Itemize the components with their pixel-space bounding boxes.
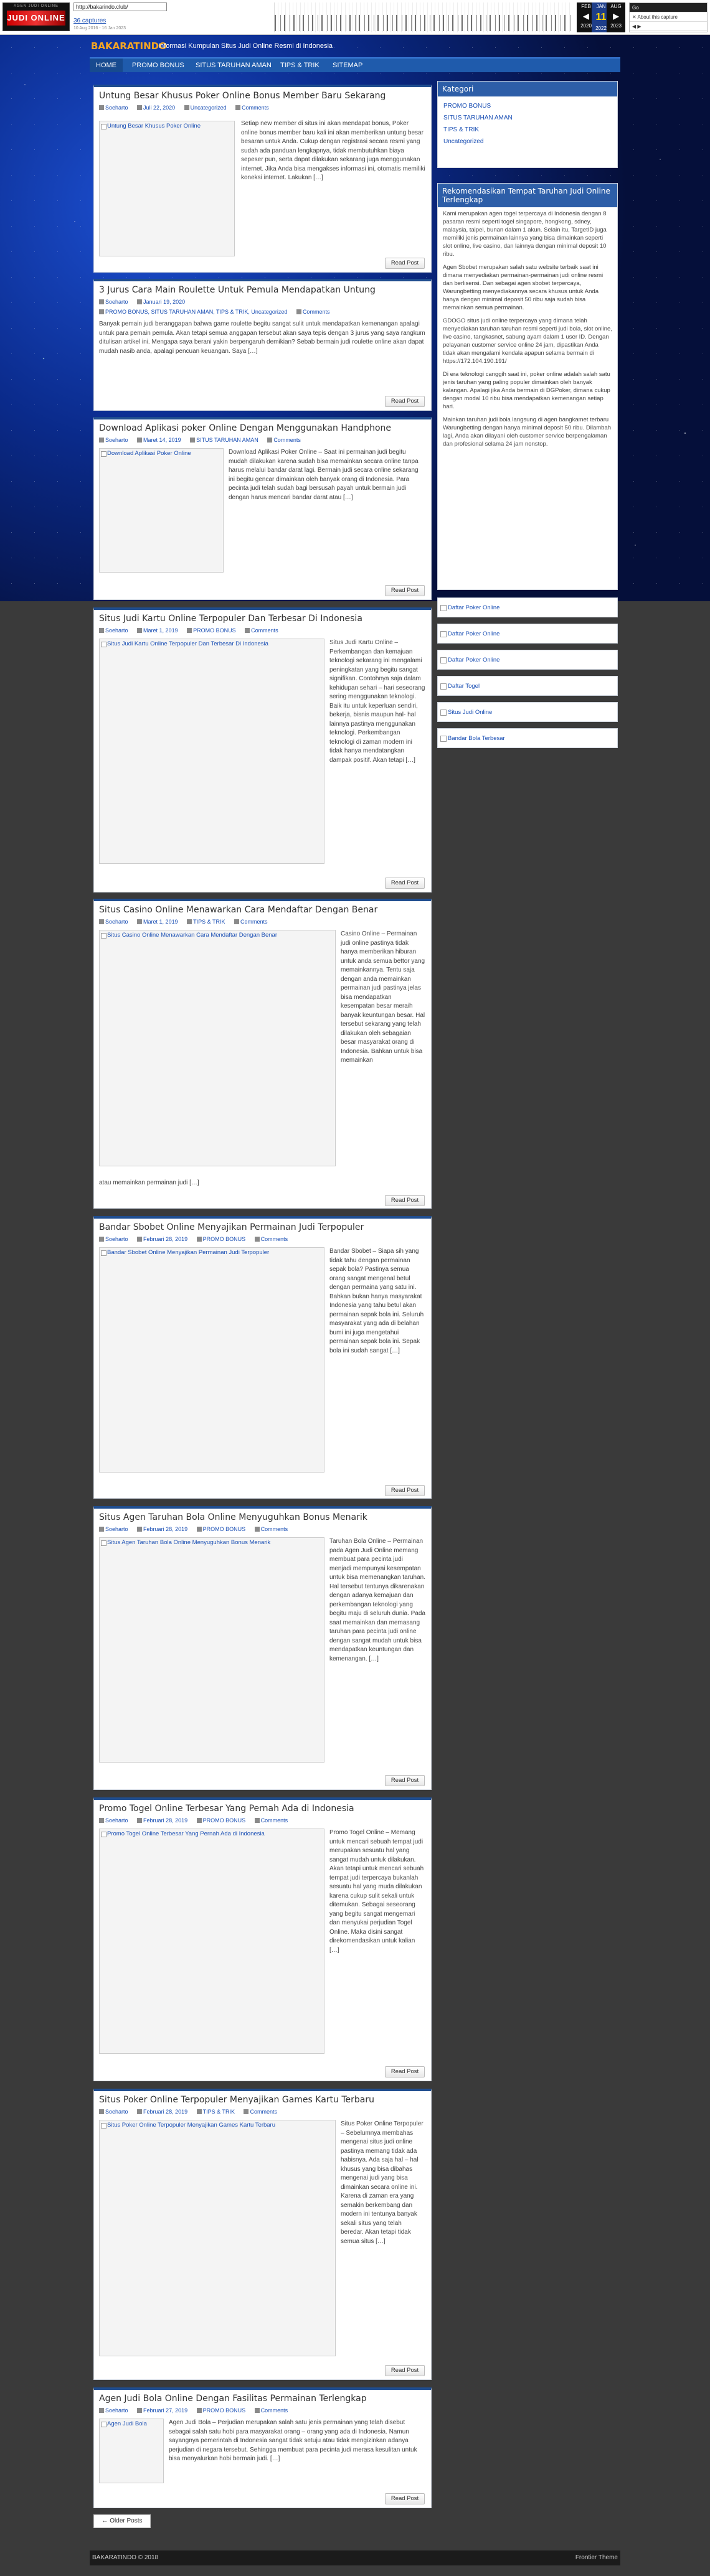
post-title[interactable]: Download Aplikasi poker Online Dengan Menggunakan Handphone — [99, 423, 392, 433]
post-author[interactable]: Soeharto — [99, 919, 132, 925]
folder-icon — [197, 1237, 202, 1242]
post-author[interactable]: Soeharto — [99, 627, 132, 634]
author-icon — [99, 105, 104, 110]
post-meta — [99, 105, 277, 111]
calendar-icon — [137, 2408, 142, 2413]
folder-icon — [187, 628, 192, 633]
read-more-button[interactable]: Read Post — [385, 1195, 425, 1206]
post-meta — [99, 919, 275, 925]
post-card — [93, 417, 432, 600]
post-excerpt: Agen Judi Bola – Perjudian merupakan salah satu jenis permainan yang telah disebut sebagai salah satu hobi para masyarakat orang – orang yang ada di Indonesia. Namun sayangnya pemerintah di Indonesia sangat tidak setuju atau tidak mengizinkan adanya perjudian di negara tersebut. Sehingga membuat para pecinta judi merasa kesulitan untuk bisa menyalurkan hobi bermain judi. […] — [169, 2419, 417, 2462]
comment-icon — [244, 2109, 249, 2114]
post-excerpt-tail: atau memainkan permainan judi […] — [99, 1179, 199, 1186]
author-icon — [99, 1237, 104, 1242]
post-date[interactable]: Februari 28, 2019 — [137, 1526, 191, 1532]
post-thumbnail[interactable]: Situs Agen Taruhan Bola Online Menyuguhkan Bonus Menarik — [99, 1537, 324, 1763]
author-icon — [99, 2109, 104, 2114]
post-thumbnail[interactable]: Situs Judi Kartu Online Terpopuler Dan Terbesar Di Indonesia — [99, 639, 324, 864]
archive-toolbar — [0, 0, 710, 35]
folder-icon — [99, 309, 104, 314]
post-author[interactable]: Soeharto — [99, 2109, 132, 2115]
post-date[interactable]: Maret 1, 2019 — [137, 627, 182, 634]
read-more-button[interactable]: Read Post — [385, 585, 425, 596]
nav-promo-bonus[interactable]: PROMO BONUS — [132, 62, 184, 69]
post-category[interactable]: TIPS & TRIK — [197, 2109, 239, 2115]
read-more-button[interactable]: Read Post — [385, 2493, 425, 2504]
footer-theme-link[interactable]: Frontier Theme — [575, 2554, 618, 2561]
comment-icon — [255, 1237, 260, 1242]
post-date[interactable]: Januari 19, 2020 — [137, 299, 189, 305]
calendar-icon — [137, 438, 142, 443]
author-icon — [99, 2408, 104, 2413]
site-description: Informasi Kumpulan Situs Judi Online Resmi di Indonesia — [158, 42, 333, 50]
main-nav — [90, 57, 620, 72]
category-link[interactable]: SITUS TARUHAN AMAN — [443, 115, 513, 121]
nav-situs-taruhan-aman[interactable]: SITUS TARUHAN AMAN — [196, 62, 272, 69]
widget-title: Kategori — [438, 82, 617, 96]
comment-icon — [255, 2408, 260, 2413]
post-thumbnail[interactable]: Bandar Sbobet Online Menyajikan Permainan Judi Terpopuler — [99, 1247, 324, 1473]
post-comments[interactable]: Comments — [255, 1526, 292, 1532]
calendar-icon — [137, 105, 142, 110]
author-icon — [99, 1818, 104, 1823]
folder-icon — [190, 438, 195, 443]
read-more-button[interactable]: Read Post — [385, 396, 425, 407]
post-title[interactable]: Promo Togel Online Terbesar Yang Pernah Ada di Indonesia — [99, 1804, 354, 1814]
category-link[interactable]: PROMO BONUS — [443, 103, 491, 110]
about-capture-link[interactable]: ✕ About this capture — [630, 12, 707, 22]
widget-title: Rekomendasikan Tempat Taruhan Judi Online Terlengkap — [438, 184, 617, 207]
post-excerpt: Situs Judi Kartu Online – Perkembangan dan kemajuan teknologi sekarang ini mengalami peningkatan yang begitu sangat signifikan. Contohnya saja dalam kehidupan sehari – hari seseorang sering menggunakan teknologi. Baik itu untuk keperluan sendiri, bekerja, bisnis maupun hal- hal lainnya pastinya menggunakan teknologi. Perkembangan teknologi di zaman modern ini tidak hanya mendatangkan dampak positif. Akan tetapi […] — [329, 639, 425, 764]
post-comments[interactable]: Comments — [255, 1236, 292, 1242]
post-title[interactable]: Agen Judi Bola Online Dengan Fasilitas Permainan Terlengkap — [99, 2394, 367, 2404]
nav-sitemap[interactable]: SITEMAP — [333, 62, 363, 69]
post-comments[interactable]: Comments — [235, 105, 273, 111]
folder-icon — [197, 1818, 202, 1823]
post-thumbnail[interactable]: Situs Casino Online Menawarkan Cara Mendaftar Dengan Benar — [99, 930, 336, 1166]
older-posts-button[interactable]: ← Older Posts — [93, 2514, 151, 2528]
post-title[interactable]: Situs Agen Taruhan Bola Online Menyuguhkan Bonus Menarik — [99, 1512, 367, 1522]
archive-controls — [629, 2, 708, 32]
post-thumbnail[interactable]: Agen Judi Bola — [99, 2419, 164, 2483]
site-footer — [90, 2550, 620, 2565]
site-title[interactable]: BAKARATINDO — [91, 40, 167, 52]
post-card — [93, 607, 432, 892]
capture-nav[interactable]: ◀ ▶ — [630, 22, 707, 31]
author-icon — [99, 1527, 104, 1532]
post-card — [93, 85, 432, 273]
post-category[interactable]: PROMO BONUS — [197, 1817, 250, 1824]
post-card — [93, 899, 432, 1209]
folder-icon — [197, 2408, 202, 2413]
comment-icon — [245, 628, 250, 633]
sparkline-bars — [275, 15, 573, 31]
read-more-button[interactable]: Read Post — [385, 878, 425, 889]
calendar-icon — [137, 919, 142, 924]
rec-paragraph: Di era teknologi canggih saat ini, poker online adalah salah satu jenis taruhan yang paling populer dimainkan oleh banyak kalangan. Apalagi jika Anda bermain di DGPoker, dimana cukup dengan modal 10 ribu bisa mendapatkan kemenangan setiap hari. — [443, 371, 610, 410]
captures-link[interactable]: 36 captures — [73, 17, 107, 24]
post-excerpt: Situs Poker Online Terpopuler – Sebelumnya membahas mengenai situs judi online pastinya memang tidak ada habisnya. Ada saja hal – hal khusus yang bisa dibahas mengenai judi yang bisa dimainkan secara online ini. Karena di zaman era yang semakin berkembang dan modern ini tentunya banyak sekali situs yang telah beredar. Akan tetapi tidak semua situs […] — [341, 2120, 424, 2245]
post-date[interactable]: Juli 22, 2020 — [137, 105, 179, 111]
post-card — [93, 279, 432, 411]
author-icon — [99, 299, 104, 304]
post-author[interactable]: Soeharto — [99, 299, 132, 305]
capture-sparkline[interactable] — [274, 2, 573, 32]
comment-icon — [267, 438, 272, 443]
post-author[interactable]: Soeharto — [99, 1817, 132, 1824]
calendar-icon — [137, 1527, 142, 1532]
calendar-icon — [137, 628, 142, 633]
post-excerpt: Download Aplikasi Poker Online – Saat ini permainan judi begitu mudah dilakukan karena sudah bisa memainkan secara online tanpa harus melalui bandar darat lagi. Bermain judi secara online sekarang ini begitu gencar dimainkan oleh banyak orang di Indonesia. Para pecinta judi telah sudah bagi bersusah payah untuk bermain judi dengan harus mencari bandar darat atau […] — [229, 449, 419, 501]
post-excerpt: Casino Online – Permainan judi online pastinya tidak hanya memberikan hiburan untuk anda semua bettor yang memainkannya. Tentu saja dengan anda memainkan permainan judi pastinya jelas bisa mendapatkan kesempatan besar meraih banyak keuntungan besar. Hal tersebut sekarang yang telah dilakukan oleh sebagaian besar masyarakat orang di Indonesia. Bahkan untuk bisa memainkan — [341, 930, 425, 1064]
read-more-button[interactable]: Read Post — [385, 1485, 425, 1496]
post-excerpt: Bandar Sbobet – Siapa sih yang tidak tahu dengan permainan sepak bola? Pastinya semua orang sangat mengenal betul dengan permaina yang satu ini. Bahkan bukan hanya masyarakat Indonesia yang tahu betul akan permainan sepak bola ini. Seluruh masyarakat yang ada di belahan bumi ini juga mengetahui permainan sepak bola ini. Sepak bola ini sudah sangat […] — [329, 1248, 424, 1354]
categories-widget — [437, 81, 618, 168]
go-button[interactable]: Go — [630, 3, 707, 12]
post-author[interactable]: Soeharto — [99, 1236, 132, 1242]
post-category[interactable]: TIPS & TRIK — [187, 919, 229, 925]
url-input[interactable]: http://bakarindo.club/ — [73, 2, 167, 11]
read-more-button[interactable]: Read Post — [385, 2066, 425, 2077]
post-thumbnail[interactable]: Download Aplikasi Poker Online — [99, 448, 224, 573]
rec-paragraph: Agen Sbobet merupakan salah satu website terbaik saat ini dimana menyediakan permainan-permainan judi online resmi dan berlisensi. Dan sebagai agen sbobet terpercaya, Warungbetting menyediakannya secara khusus untuk Anda hanya dengan minimal deposit 50 ribu saja sudah bisa memainkan semua permainan. — [443, 264, 604, 311]
post-excerpt: Taruhan Bola Online – Permainan pada Agen Judi Online memang membuat para pecinta judi menjadi mempunyai kesempatan untuk bisa memenangkan taruhan. Hal tersebut tentunya dikarenakan dengan adanya kemajuan dan perkembangan teknologi yang begitu maju di seluruh dunia. Pada saat memainkan dan memasang taruhan para pecinta judi online dengan sangat mudah untuk bisa mendapatkan keuntungan dan kemenangan. […] — [329, 1538, 425, 1662]
read-more-button[interactable]: Read Post — [385, 1775, 425, 1786]
post-comments[interactable]: Comments — [255, 1817, 292, 1824]
comment-icon — [235, 105, 240, 110]
post-thumbnail[interactable]: Untung Besar Khusus Poker Online — [99, 121, 235, 256]
rec-paragraph: GDOGO situs judi online terpercaya yang dimana telah menyediakan taruhan taruhan resmi seperti judi bola, slot online, live casino, tangkasnet, sabung ayam dalam 1 user ID. Dengan pelayanan customer service online 24 jam, dipastikan Anda tidak akan mengalami kendala apapun selama bermain di https://172.104.190.191/ — [443, 317, 612, 365]
category-link[interactable]: TIPS & TRIK — [443, 126, 480, 133]
calendar-icon — [137, 2109, 142, 2114]
post-comments[interactable]: Comments — [267, 437, 305, 443]
post-category[interactable]: PROMO BONUS — [197, 1526, 250, 1532]
post-meta — [99, 1526, 295, 1532]
post-excerpt: Setiap new member di situs ini akan mendapat bonus, Poker online bonus member baru kali ini akan memberikan untung besar besaran untuk Anda. Cukup dengan registrasi secara resmi yang sudah ada panduan lengkapnya, tidak membutuhkan biaya sepeser pun, serta dapat dilakukan sekarang juga menggunakan internet. Jika Anda bisa mengakses informasi ini, otomatis memiliki koneksi internet. Lakukan […] — [241, 120, 425, 181]
calendar-current[interactable]: JAN 11 2022 — [592, 2, 610, 32]
nav-home[interactable]: HOME — [90, 59, 123, 72]
post-card — [93, 1216, 432, 1499]
rec-paragraph: Mainkan taruhan judi bola langsung di agen bangkamet terbaru Warungbetting dengan hanya minimal deposit 50 ribu. Dilambah lagi, Anda akan dilayani oleh customer service berpengalaman dan profesional selama 24 jam nonstop. — [443, 416, 612, 447]
comment-icon — [255, 1527, 260, 1532]
post-meta — [99, 299, 192, 305]
next-arrow-icon: ▶ — [613, 12, 619, 21]
comment-icon — [234, 919, 239, 924]
post-author[interactable]: Soeharto — [99, 2407, 132, 2414]
sidebar-banner[interactable]: Daftar Poker Online — [437, 597, 618, 617]
post-author[interactable]: Soeharto — [99, 105, 132, 111]
post-meta-line2 — [99, 309, 337, 315]
post-card — [93, 2089, 432, 2380]
post-meta — [99, 1236, 295, 1242]
post-card — [93, 1797, 432, 2081]
post-date[interactable]: Februari 28, 2019 — [137, 1817, 191, 1824]
post-title[interactable]: Situs Judi Kartu Online Terpopuler Dan Terbesar Di Indonesia — [99, 614, 362, 624]
post-comments[interactable]: Comments — [234, 919, 272, 925]
comment-icon — [255, 1818, 260, 1823]
post-title[interactable]: Bandar Sbobet Online Menyajikan Permainan Judi Terpopuler — [99, 1222, 364, 1232]
post-comments[interactable]: Comments — [245, 627, 282, 634]
post-title[interactable]: 3 Jurus Cara Main Roulette Untuk Pemula Mendapatkan Untung — [99, 285, 376, 295]
prev-arrow-icon: ◀ — [583, 12, 589, 21]
sidebar-banner[interactable]: Daftar Poker Online — [437, 624, 618, 644]
post-category[interactable]: PROMO BONUS — [197, 2407, 250, 2414]
archive-logo[interactable]: AGEN JUDI ONLINE JUDI ONLINE — [2, 2, 70, 31]
post-category[interactable]: PROMO BONUS — [187, 627, 240, 634]
site-header — [90, 37, 620, 55]
post-date[interactable]: Maret 1, 2019 — [137, 919, 182, 925]
post-meta — [99, 2407, 295, 2414]
post-excerpt: Banyak pemain judi beranggapan bahwa game roulette begitu sangat sulit untuk mendapatkan kemenangan apalagi untuk para pemain pemula. Akan tetapi semua anggapan tersebut akan saya tepis dengan 3 jurus yang saya rangkum ditulisan artikel ini. Mengapa saya berani yakin berpengaruh demikian? Sebab bermain judi roulette online akan dapat mudah nasib anda, apalagi pencuan keuangan. Saya […] — [99, 321, 425, 355]
read-more-button[interactable]: Read Post — [385, 258, 425, 269]
sidebar-banner[interactable]: Situs Judi Online — [437, 702, 618, 722]
calendar-icon — [137, 299, 142, 304]
folder-icon — [184, 105, 189, 110]
calendar-icon — [137, 1237, 142, 1242]
sidebar-banner[interactable]: Daftar Togel — [437, 676, 618, 696]
calendar-icon — [137, 1818, 142, 1823]
category-link[interactable]: Uncategorized — [443, 138, 484, 145]
calendar-next[interactable]: AUG ▶ 2023 — [607, 2, 625, 32]
post-meta — [99, 437, 308, 443]
post-excerpt: Promo Togel Online – Memang untuk mencari sebuah tempat judi merupakan sesuatu hal yang sangat mudah untuk dilakukan. Akan tetapi untuk mencari sebuah tempat judi terpercaya bukanlah sesuatu hal yang muda dilakukan karena cukup sulit sekali untuk ditemukan. Sebagai seseorang yang begitu sangat mengemari dan menyukai perjudian Togel Online. Maka disini sangat direkomendasikan untuk kalian […] — [329, 1829, 424, 1954]
post-category[interactable]: Uncategorized — [184, 105, 230, 111]
sidebar-banner[interactable]: Daftar Poker Online — [437, 650, 618, 670]
folder-icon — [187, 919, 192, 924]
post-date[interactable]: Februari 28, 2019 — [137, 2109, 191, 2115]
post-meta — [99, 627, 286, 634]
rec-paragraph: Kami merupakan agen togel terpercaya di Indonesia dengan 8 pasaran resmi seperti togel singapore, hongkong, sdney, malaysia, taipei, bunan dalam 1 akun. Selain itu, TargetID juga memiliki jenis permainan lainnya yang bisa dimainkan seperti slot online, live casino, dan lainnya dengan minimal deposit 10 ribu. — [443, 210, 607, 258]
post-category[interactable]: PROMO BONUS, SITUS TARUHAN AMAN, TIPS & TRIK, Uncategorized — [99, 309, 291, 315]
post-meta — [99, 1817, 295, 1824]
post-date[interactable]: Februari 27, 2019 — [137, 2407, 191, 2414]
post-title[interactable]: Situs Casino Online Menawarkan Cara Mendaftar Dengan Benar — [99, 905, 378, 915]
post-author[interactable]: Soeharto — [99, 1526, 132, 1532]
post-comments[interactable]: Comments — [296, 309, 334, 315]
post-card — [93, 2387, 432, 2508]
post-author[interactable]: Soeharto — [99, 437, 132, 443]
post-comments[interactable]: Comments — [255, 2407, 292, 2414]
folder-icon — [197, 2109, 202, 2114]
post-date[interactable]: Maret 14, 2019 — [137, 437, 185, 443]
post-title[interactable]: Situs Poker Online Terpopuler Menyajikan Games Kartu Terbaru — [99, 2095, 375, 2105]
recommendation-widget — [437, 183, 618, 590]
author-icon — [99, 919, 104, 924]
post-meta — [99, 2109, 285, 2115]
nav-tips-trik[interactable]: TIPS & TRIK — [280, 62, 320, 69]
post-thumbnail[interactable]: Situs Poker Online Terpopuler Menyajikan Games Kartu Terbaru — [99, 2120, 336, 2356]
calendar-prev[interactable]: FEB ◀ 2020 — [577, 2, 595, 32]
post-category[interactable]: PROMO BONUS — [197, 1236, 250, 1242]
sidebar-banner[interactable]: Bandar Bola Terbesar — [437, 728, 618, 748]
read-more-button[interactable]: Read Post — [385, 2365, 425, 2376]
footer-copyright: BAKARATINDO © 2018 — [92, 2554, 159, 2561]
post-title[interactable]: Untung Besar Khusus Poker Online Bonus Member Baru Sekarang — [99, 91, 386, 101]
post-comments[interactable]: Comments — [244, 2109, 281, 2115]
captures-range: 10 Aug 2016 - 16 Jan 2023 — [73, 26, 126, 30]
author-icon — [99, 628, 104, 633]
post-card — [93, 1506, 432, 1790]
author-icon — [99, 438, 104, 443]
comment-icon — [296, 309, 301, 314]
folder-icon — [197, 1527, 202, 1532]
post-category[interactable]: SITUS TARUHAN AMAN — [190, 437, 262, 443]
post-date[interactable]: Februari 28, 2019 — [137, 1236, 191, 1242]
post-thumbnail[interactable]: Promo Togel Online Terbesar Yang Pernah Ada di Indonesia — [99, 1829, 324, 2054]
